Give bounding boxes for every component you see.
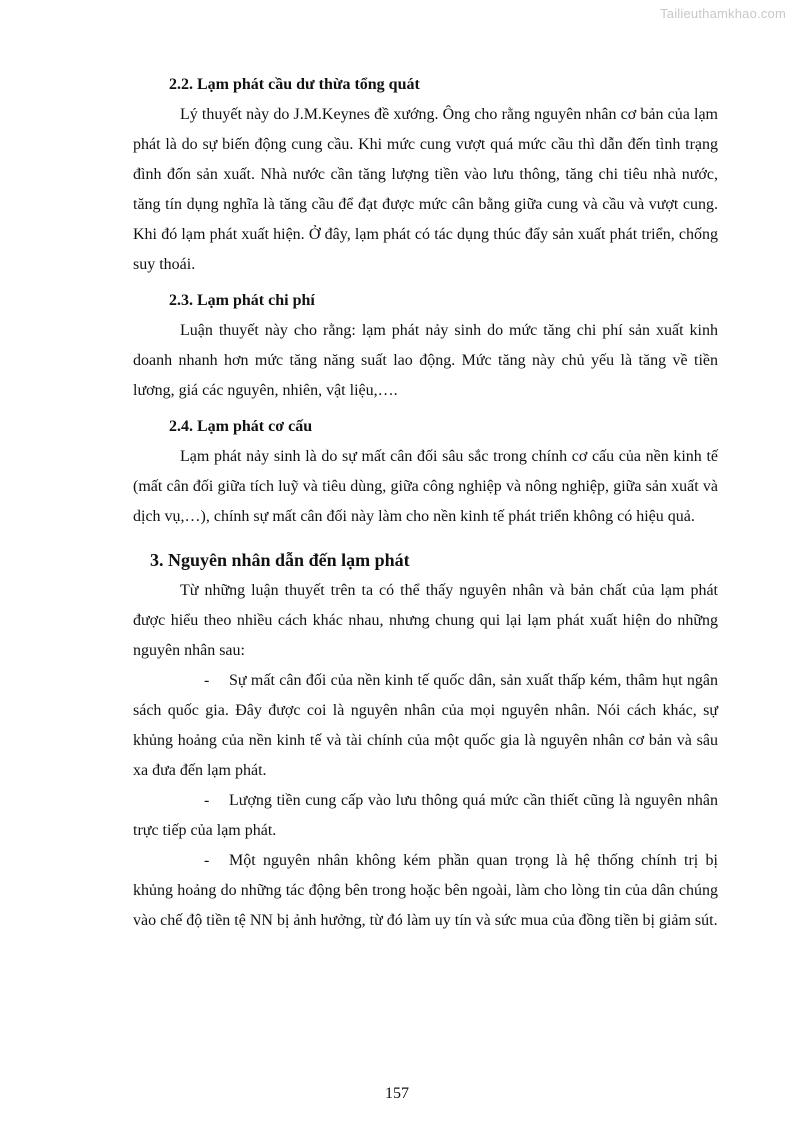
bullet-item bbox=[133, 786, 718, 846]
bullet-item bbox=[133, 666, 718, 786]
section-heading-2-2: 2.2. Lạm phát cầu dư thừa tổng quát bbox=[169, 76, 420, 93]
section-heading-3: 3. Nguyên nhân dẫn đến lạm phát bbox=[150, 550, 410, 570]
bullet-text: Sự mất cân đối của nền kinh tế quốc dân, sản xuất thấp kém, thâm hụt ngân sách quốc gia. Đây được coi là nguyên nhân của mọi nguyên nhân. Nói cách khác, sự khủng hoảng của nền kinh tế và tài chính của một quốc gia là nguyên nhân cơ bản và sâu xa đưa đến lạm phát. bbox=[133, 672, 718, 779]
bullet-dash: - bbox=[204, 672, 210, 689]
bullet-text: Lượng tiền cung cấp vào lưu thông quá mức cần thiết cũng là nguyên nhân trực tiếp của lạm phát. bbox=[133, 792, 718, 839]
bullet-dash: - bbox=[204, 852, 210, 869]
section-intro-3: Từ những luận thuyết trên ta có thể thấy nguyên nhân và bản chất của lạm phát được hiểu theo nhiều cách khác nhau, nhưng chung qui lại lạm phát xuất hiện do những nguyên nhân sau: bbox=[133, 582, 718, 659]
bullet-dash: - bbox=[204, 792, 210, 809]
section-body-2-2: Lý thuyết này do J.M.Keynes đề xướng. Ông cho rằng nguyên nhân cơ bản của lạm phát là do sự biến động cung cầu. Khi mức cung vượt quá mức cầu thì dẫn đến tình trạng đình đốn sản xuất. Nhà nước cần tăng lượng tiền vào lưu thông, tăng chi tiêu nhà nước, tăng tín dụng nghĩa là tăng cầu để đạt được mức cân bằng giữa cung và cầu và vượt cung. Khi đó lạm phát xuất hiện. Ở đây, lạm phát có tác dụng thúc đẩy sản xuất phát triển, chống suy thoái. bbox=[133, 106, 718, 273]
section-heading-2-4: 2.4. Lạm phát cơ cấu bbox=[169, 418, 313, 435]
section-body-2-4: Lạm phát nảy sinh là do sự mất cân đối sâu sắc trong chính cơ cấu của nền kinh tế (mất cân đối giữa tích luỹ và tiêu dùng, giữa công nghiệp và nông nghiệp, giữa sản xuất và dịch vụ,…), chính sự mất cân đối này làm cho nền kinh tế phát triển không có hiệu quả. bbox=[133, 448, 718, 525]
section-heading-2-3: 2.3. Lạm phát chi phí bbox=[169, 292, 315, 309]
bullet-item bbox=[133, 846, 718, 936]
section-body-2-3: Luận thuyết này cho rằng: lạm phát nảy sinh do mức tăng chi phí sản xuất kinh doanh nhanh hơn mức tăng năng suất lao động. Mức tăng này chủ yếu là tăng về tiền lương, giá các nguyên, nhiên, vật liệu,…. bbox=[133, 322, 718, 399]
watermark: Tailieuthamkhao.com bbox=[660, 6, 786, 21]
document-page bbox=[133, 74, 718, 936]
bullet-text: Một nguyên nhân không kém phần quan trọng là hệ thống chính trị bị khủng hoảng do những tác động bên trong hoặc bên ngoài, làm cho lòng tin của dân chúng vào chế độ tiền tệ NN bị ảnh hưởng, từ đó làm uy tín và sức mua của đồng tiền bị giảm sút. bbox=[133, 852, 718, 929]
page-number: 157 bbox=[385, 1085, 409, 1102]
